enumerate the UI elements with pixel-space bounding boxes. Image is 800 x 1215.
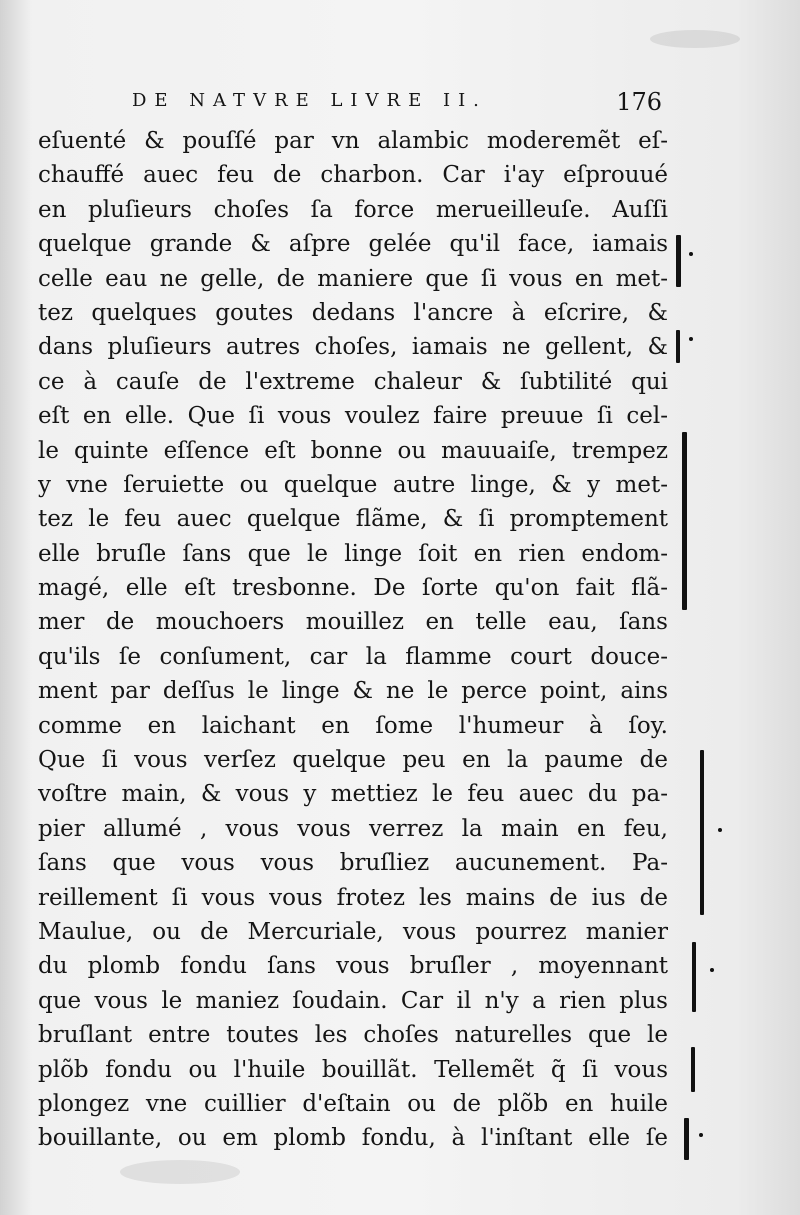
text-line: ment par deſſus le linge & ne le perce point, ains xyxy=(38,678,668,705)
margin-line-mark xyxy=(682,432,687,610)
text-line: dans pluſieurs autres choſes, iamais ne gellent, & xyxy=(38,334,668,361)
text-line: mer de mouchoers mouillez en telle eau, ſans xyxy=(38,609,668,636)
text-line: du plomb fondu ſans vous bruſler , moyennant xyxy=(38,953,668,980)
text-line: reillement ſi vous vous frotez les mains de ius de xyxy=(38,884,668,911)
text-line: elle bruſle ſans que le linge ſoit en rien endom- xyxy=(38,540,668,567)
text-line: Maulue, ou de Mercuriale, vous pourrez manier xyxy=(38,918,668,945)
text-line: chauffé auec feu de charbon. Car i'ay eſprouué xyxy=(38,162,668,189)
margin-line-mark xyxy=(692,942,696,1012)
text-line: en pluſieurs choſes ſa force merueilleuſe. Auſſi xyxy=(38,196,668,223)
margin-dot-mark xyxy=(718,828,722,832)
text-line: ſans que vous vous bruſliez aucunement. Pa- xyxy=(38,850,668,877)
text-line: tez le feu auec quelque flãme, & ſi promptement xyxy=(38,506,668,533)
running-head xyxy=(132,90,662,120)
text-line: magé, elle eſt tresbonne. De ſorte qu'on fait flã- xyxy=(38,575,668,602)
margin-line-mark xyxy=(684,1118,689,1160)
text-line: bouillante, ou em plomb fondu, à l'inſtant elle ſe xyxy=(38,1125,668,1152)
text-line: voſtre main, & vous y mettiez le feu auec du pa- xyxy=(38,781,668,808)
text-line: qu'ils ſe conſument, car la flamme court douce- xyxy=(38,643,668,670)
margin-line-mark xyxy=(676,235,681,287)
margin-line-mark xyxy=(700,750,704,915)
text-line: eſuenté & pouſſé par vn alambic moderemẽt eſ- xyxy=(38,128,668,154)
text-line: que vous le maniez ſoudain. Car il n'y a rien plus xyxy=(38,987,668,1014)
text-line: bruſlant entre toutes les choſes naturelles que le xyxy=(38,1022,668,1049)
text-line: eſt en elle. Que ſi vous voulez faire preuue ſi cel- xyxy=(38,403,668,430)
main-text xyxy=(38,124,668,1156)
margin-line-mark xyxy=(691,1047,695,1092)
text-line: celle eau ne gelle, de maniere que ſi vous en met- xyxy=(38,265,668,292)
margin-line-mark xyxy=(676,330,680,363)
text-line: y vne ſeruiette ou quelque autre linge, & y met- xyxy=(38,471,668,498)
text-line: le quinte eſſence eſt bonne ou mauuaiſe, trempez xyxy=(38,437,668,464)
paper-stain xyxy=(650,30,740,48)
margin-dot-mark xyxy=(689,252,693,256)
text-line: tez quelques goutes dedans l'ancre à eſcrire, & xyxy=(38,299,668,326)
text-line: pier allumé , vous vous verrez la main en feu, xyxy=(38,815,668,842)
text-line: ce à cauſe de l'extreme chaleur & ſubtilité qui xyxy=(38,368,668,395)
text-line: plõb fondu ou l'huile bouillãt. Tellemẽt q̃ ſi vous xyxy=(38,1056,668,1083)
paper-stain xyxy=(120,1160,240,1184)
text-line: Que ſi vous verſez quelque peu en la paume de xyxy=(38,747,668,774)
text-line: plongez vne cuillier d'eſtain ou de plõb en huile xyxy=(38,1090,668,1117)
margin-dot-mark xyxy=(699,1133,703,1137)
margin-dot-mark xyxy=(689,337,693,341)
page-number: 176 xyxy=(616,88,662,116)
text-line: quelque grande & aſpre gelée qu'il face, iamais xyxy=(38,231,668,258)
running-title: DE NATVRE LIVRE II. xyxy=(132,90,487,111)
margin-dot-mark xyxy=(710,968,714,972)
text-line: comme en laichant en ſome l'humeur à ſoy. xyxy=(38,712,668,739)
